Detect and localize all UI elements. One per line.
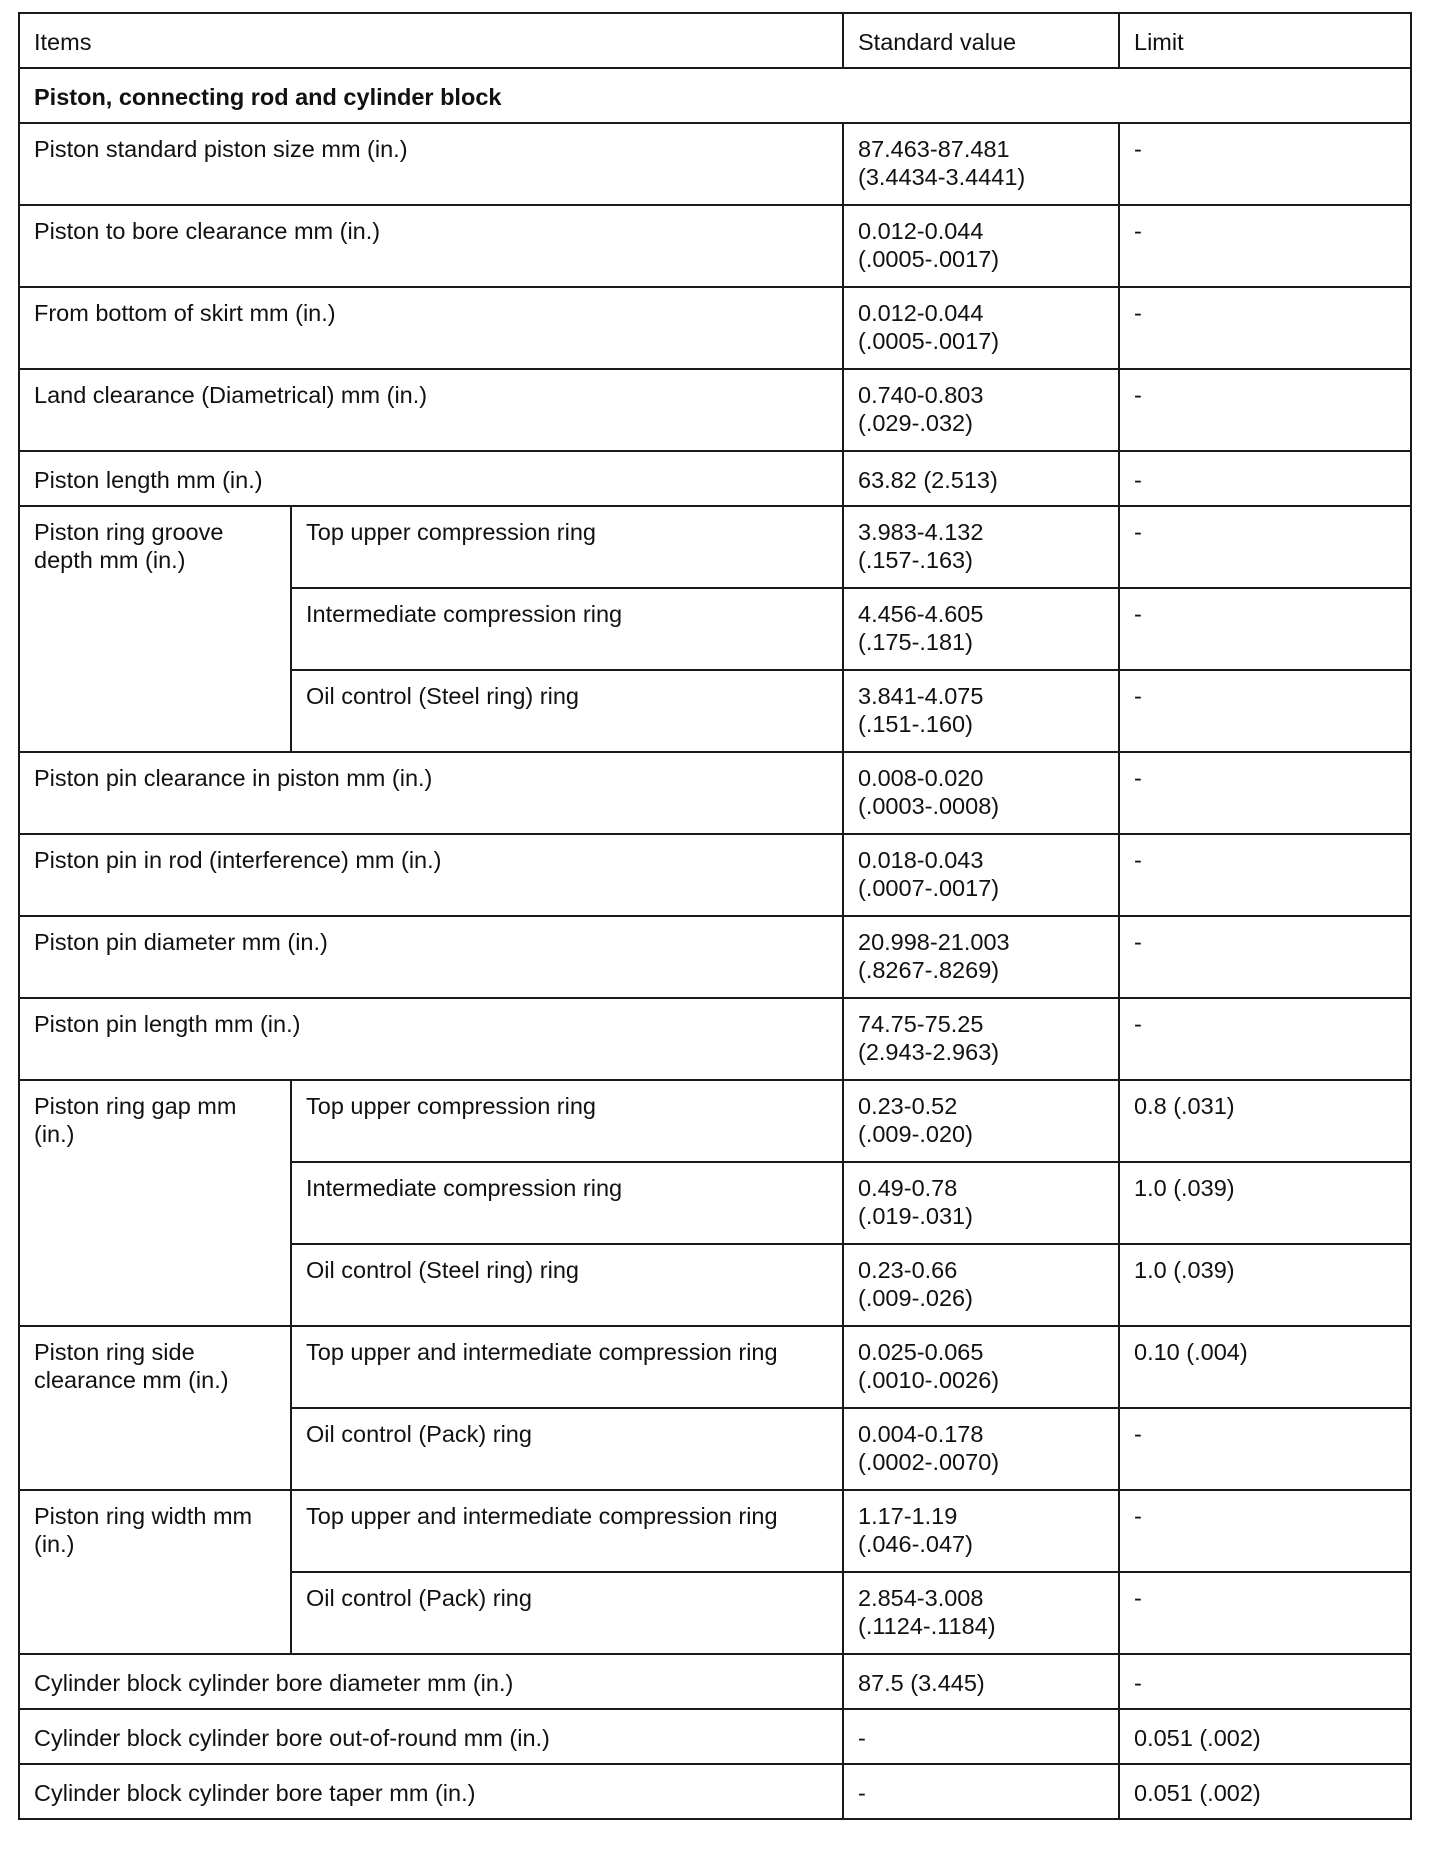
standard-value-cell (843, 670, 1119, 752)
standard-value-mm: 0.23-0.66 (858, 1257, 958, 1283)
limit-cell: - (1119, 834, 1411, 916)
standard-value-mm: 0.012-0.044 (858, 300, 984, 326)
standard-value-in: (.0010-.0026) (858, 1367, 1000, 1393)
standard-value-in: (.157-.163) (858, 547, 973, 573)
table-row (19, 506, 1411, 588)
table-row (19, 451, 1411, 506)
table-row (19, 205, 1411, 287)
standard-value-mm: 4.456-4.605 (858, 601, 984, 627)
sub-item-cell: Oil control (Pack) ring (291, 1572, 843, 1654)
limit-cell: - (1119, 451, 1411, 506)
section-title: Piston, connecting rod and cylinder block (19, 68, 1411, 123)
item-cell: Land clearance (Diametrical) mm (in.) (19, 369, 843, 451)
standard-value-mm: 0.025-0.065 (858, 1339, 984, 1365)
table-row (19, 1764, 1411, 1819)
standard-value-in: (.151-.160) (858, 711, 973, 737)
section-row (19, 68, 1411, 123)
limit-cell: - (1119, 123, 1411, 205)
table-row (19, 1709, 1411, 1764)
item-cell: From bottom of skirt mm (in.) (19, 287, 843, 369)
standard-value-cell (843, 1572, 1119, 1654)
item-cell: Piston pin in rod (interference) mm (in.) (19, 834, 843, 916)
group-item-cell: Piston ring gap mm (in.) (19, 1080, 291, 1326)
item-cell: Piston pin length mm (in.) (19, 998, 843, 1080)
standard-value-in: (.0005-.0017) (858, 328, 1000, 354)
sub-item-cell: Oil control (Pack) ring (291, 1408, 843, 1490)
standard-value-mm: 0.49-0.78 (858, 1175, 958, 1201)
limit-cell: 0.051 (.002) (1119, 1764, 1411, 1819)
sub-item-cell: Top upper and intermediate compression ring (291, 1490, 843, 1572)
table-row (19, 998, 1411, 1080)
table-row (19, 916, 1411, 998)
limit-cell: - (1119, 506, 1411, 588)
item-cell: Cylinder block cylinder bore diameter mm (in.) (19, 1654, 843, 1709)
sub-item-cell: Oil control (Steel ring) ring (291, 1244, 843, 1326)
standard-value-mm: 0.008-0.020 (858, 765, 984, 791)
sub-item-cell: Intermediate compression ring (291, 1162, 843, 1244)
standard-value-mm: 74.75-75.25 (858, 1011, 984, 1037)
standard-value-cell (843, 1490, 1119, 1572)
sub-item-cell: Top upper and intermediate compression ring (291, 1326, 843, 1408)
standard-value-cell (843, 1162, 1119, 1244)
standard-value-cell (843, 369, 1119, 451)
standard-value-cell: 63.82 (2.513) (843, 451, 1119, 506)
standard-value-cell (843, 287, 1119, 369)
standard-value-mm: 0.012-0.044 (858, 218, 984, 244)
standard-value-in: (3.4434-3.4441) (858, 164, 1026, 190)
table-row (19, 1490, 1411, 1572)
limit-cell: - (1119, 1572, 1411, 1654)
limit-cell: - (1119, 670, 1411, 752)
limit-cell: - (1119, 916, 1411, 998)
table-row (19, 1080, 1411, 1162)
standard-value-cell (843, 588, 1119, 670)
limit-cell: - (1119, 588, 1411, 670)
standard-value-in: (.0005-.0017) (858, 246, 1000, 272)
standard-value-in: (.1124-.1184) (858, 1613, 996, 1639)
standard-value-cell (843, 506, 1119, 588)
group-item-cell: Piston ring groove depth mm (in.) (19, 506, 291, 752)
limit-cell: 0.051 (.002) (1119, 1709, 1411, 1764)
table-row (19, 752, 1411, 834)
standard-value-mm: 0.23-0.52 (858, 1093, 958, 1119)
standard-value-cell (843, 998, 1119, 1080)
standard-value-mm: 3.983-4.132 (858, 519, 984, 545)
table-row (19, 1326, 1411, 1408)
limit-cell: 0.8 (.031) (1119, 1080, 1411, 1162)
table-row (19, 369, 1411, 451)
standard-value-in: (.0002-.0070) (858, 1449, 1000, 1475)
table-row (19, 123, 1411, 205)
standard-value-in: (.0003-.0008) (858, 793, 1000, 819)
standard-value-in: (.019-.031) (858, 1203, 973, 1229)
standard-value-cell (843, 752, 1119, 834)
standard-value-mm: 20.998-21.003 (858, 929, 1010, 955)
group-item-cell: Piston ring width mm (in.) (19, 1490, 291, 1654)
standard-value-cell (843, 834, 1119, 916)
sub-item-cell: Intermediate compression ring (291, 588, 843, 670)
limit-cell: - (1119, 752, 1411, 834)
limit-cell: - (1119, 369, 1411, 451)
standard-value-cell (843, 916, 1119, 998)
standard-value-mm: 87.463-87.481 (858, 136, 1010, 162)
item-cell: Piston length mm (in.) (19, 451, 843, 506)
standard-value-cell: 87.5 (3.445) (843, 1654, 1119, 1709)
standard-value-in: (.175-.181) (858, 629, 973, 655)
group-item-cell: Piston ring side clearance mm (in.) (19, 1326, 291, 1490)
sub-item-cell: Top upper compression ring (291, 1080, 843, 1162)
standard-value-cell (843, 1326, 1119, 1408)
standard-value-cell: - (843, 1709, 1119, 1764)
standard-value-in: (.8267-.8269) (858, 957, 1000, 983)
standard-value-mm: 3.841-4.075 (858, 683, 984, 709)
standard-value-mm: 0.740-0.803 (858, 382, 984, 408)
standard-value-cell: - (843, 1764, 1119, 1819)
table-row (19, 834, 1411, 916)
standard-value-in: (.009-.020) (858, 1121, 973, 1147)
standard-value-cell (843, 1080, 1119, 1162)
limit-cell: - (1119, 1490, 1411, 1572)
limit-cell: 1.0 (.039) (1119, 1162, 1411, 1244)
limit-cell: - (1119, 998, 1411, 1080)
item-cell: Cylinder block cylinder bore out-of-round mm (in.) (19, 1709, 843, 1764)
sub-item-cell: Oil control (Steel ring) ring (291, 670, 843, 752)
specification-table (18, 12, 1412, 1820)
standard-value-in: (.029-.032) (858, 410, 973, 436)
standard-value-mm: 0.004-0.178 (858, 1421, 984, 1447)
table-row (19, 287, 1411, 369)
limit-cell: 1.0 (.039) (1119, 1244, 1411, 1326)
standard-value-cell (843, 205, 1119, 287)
standard-value-in: (.046-.047) (858, 1531, 973, 1557)
header-items: Items (19, 13, 843, 68)
item-cell: Cylinder block cylinder bore taper mm (in.) (19, 1764, 843, 1819)
header-limit: Limit (1119, 13, 1411, 68)
table-row (19, 1654, 1411, 1709)
limit-cell: - (1119, 1408, 1411, 1490)
item-cell: Piston standard piston size mm (in.) (19, 123, 843, 205)
standard-value-cell (843, 1408, 1119, 1490)
item-cell: Piston pin clearance in piston mm (in.) (19, 752, 843, 834)
limit-cell: - (1119, 1654, 1411, 1709)
standard-value-in: (2.943-2.963) (858, 1039, 1000, 1065)
header-standard-value: Standard value (843, 13, 1119, 68)
limit-cell: - (1119, 287, 1411, 369)
header-row (19, 13, 1411, 68)
item-cell: Piston to bore clearance mm (in.) (19, 205, 843, 287)
standard-value-cell (843, 1244, 1119, 1326)
standard-value-mm: 2.854-3.008 (858, 1585, 984, 1611)
limit-cell: 0.10 (.004) (1119, 1326, 1411, 1408)
sub-item-cell: Top upper compression ring (291, 506, 843, 588)
standard-value-in: (.009-.026) (858, 1285, 973, 1311)
standard-value-in: (.0007-.0017) (858, 875, 1000, 901)
item-cell: Piston pin diameter mm (in.) (19, 916, 843, 998)
standard-value-mm: 1.17-1.19 (858, 1503, 958, 1529)
standard-value-cell (843, 123, 1119, 205)
standard-value-mm: 0.018-0.043 (858, 847, 984, 873)
limit-cell: - (1119, 205, 1411, 287)
